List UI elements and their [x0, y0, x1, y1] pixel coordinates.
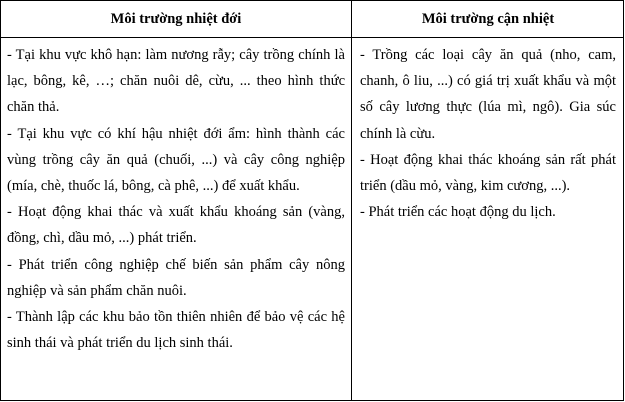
subtropical-item-3: - Phát triển các hoạt động du lịch.: [360, 204, 556, 221]
subtropical-item-1: - Trồng các loại cây ăn quả (nho, cam, chanh, ô liu, ...) có giá trị xuất khẩu và một số cây lương thực (lúa mì, ngô). Gia súc chính là cừu.: [360, 47, 616, 142]
tropical-item-5: - Thành lập các khu bảo tồn thiên nhiên để bảo vệ các hệ sinh thái và phát triển du lịch sinh thái.: [7, 309, 345, 352]
subtropical-item-2: - Hoạt động khai thác khoáng sản rất phát triển (dầu mỏ, vàng, kim cương, ...).: [360, 151, 616, 195]
tropical-item-2: - Tại khu vực có khí hậu nhiệt đới ẩm: hình thành các vùng trồng cây ăn quả (chuối, ...) và cây công nghiệp (mía, chè, thuốc lá, bông, cà phê, ...) để xuất khẩu.: [7, 125, 345, 195]
tropical-item-1: - Tại khu vực khô hạn: làm nương rẫy; cây trồng chính là lạc, bông, kê, …; chăn nuôi dê, cừu, ... theo hình thức chăn thả.: [7, 47, 345, 116]
tropical-cell: [1, 38, 351, 356]
tropical-item-3: - Hoạt động khai thác và xuất khẩu khoáng sản (vàng, đồng, chì, dầu mỏ, ...) phát triển.: [7, 204, 345, 247]
subtropical-cell: [352, 38, 624, 225]
tropical-item-4: - Phát triển công nghiệp chế biến sản phẩm cây nông nghiệp và sản phẩm chăn nuôi.: [7, 256, 345, 299]
table-header-row: [1, 1, 623, 38]
header-subtropical: Môi trường cận nhiệt: [421, 11, 555, 27]
header-tropical: Môi trường nhiệt đới: [110, 11, 242, 27]
